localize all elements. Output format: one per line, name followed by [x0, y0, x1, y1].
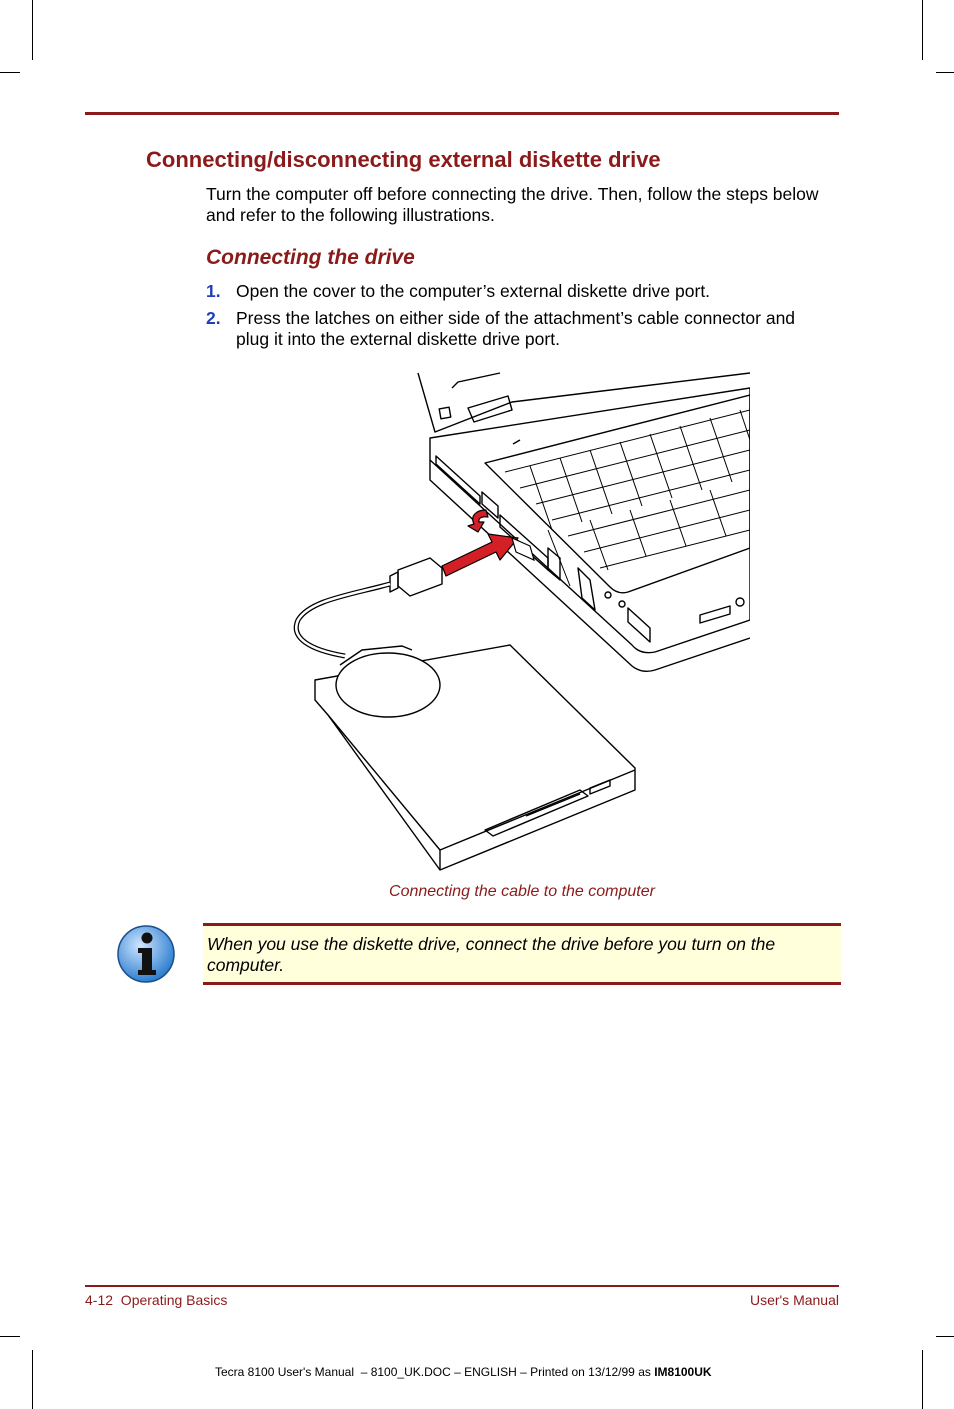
insert-arrow — [442, 510, 518, 576]
section-title: Connecting/disconnecting external diskette drive — [146, 147, 661, 172]
crop-mark — [0, 72, 20, 73]
cable-connector — [398, 558, 442, 596]
info-icon — [116, 924, 176, 984]
crop-mark — [922, 1350, 923, 1409]
note-box — [203, 923, 841, 985]
crop-mark — [0, 1336, 20, 1337]
footer-page-label: 4-12 Operating Basics — [85, 1292, 228, 1308]
side-slot — [436, 456, 480, 504]
step-number: 1. — [206, 281, 221, 301]
connection-illustration — [290, 370, 750, 875]
header-rule — [85, 112, 839, 115]
step-text: Press the latches on either side of the attachment’s cable connector and plug it into the external diskette drive port. — [236, 308, 796, 349]
keyboard-keys — [505, 410, 750, 586]
footer-manual-label: User's Manual — [749, 1292, 839, 1308]
step-text: Open the cover to the computer’s external diskette drive port. — [236, 281, 711, 301]
drive-cover — [336, 653, 440, 717]
crop-mark — [936, 72, 954, 73]
crop-mark — [922, 0, 923, 60]
print-line-code: IM8100UK — [654, 1365, 712, 1379]
crop-mark — [936, 1336, 954, 1337]
intro-paragraph: Turn the computer off before connecting the drive. Then, follow the steps below and refer to the following illustrations. — [206, 184, 819, 225]
screen-logo — [439, 407, 451, 419]
step-item — [206, 308, 831, 350]
crop-mark — [32, 0, 33, 60]
latch-arrow — [468, 510, 488, 532]
print-line — [215, 1365, 712, 1379]
figure-caption: Connecting the cable to the computer — [389, 883, 655, 900]
step-item — [206, 281, 831, 302]
print-line-text: Tecra 8100 User's Manual – 8100_UK.DOC – ENGLISH – Printed on 13/12/99 as — [215, 1365, 655, 1379]
steps-list — [206, 281, 831, 356]
hinge — [468, 396, 512, 422]
laptop-screen — [418, 373, 750, 432]
footer-rule — [85, 1285, 839, 1287]
crop-mark — [32, 1350, 33, 1409]
step-number: 2. — [206, 308, 221, 328]
note-text: When you use the diskette drive, connect the drive before you turn on the computer. — [207, 934, 776, 975]
subsection-title: Connecting the drive — [206, 246, 415, 269]
